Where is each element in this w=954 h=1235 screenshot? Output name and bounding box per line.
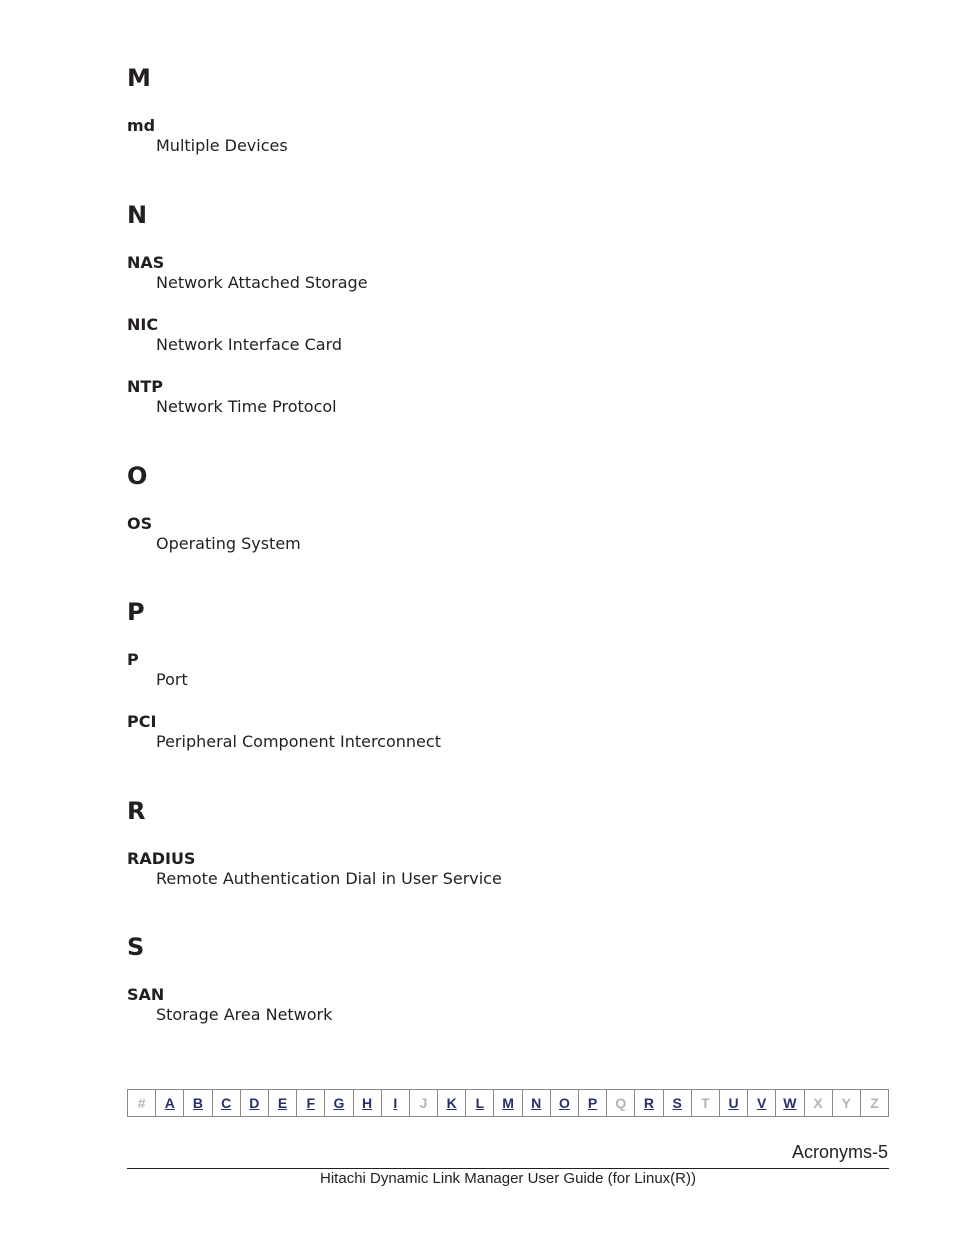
index-link-y: Y	[833, 1090, 861, 1116]
acronym-term: NAS	[127, 253, 165, 272]
index-link-f[interactable]: F	[297, 1090, 325, 1116]
index-link-v[interactable]: V	[748, 1090, 776, 1116]
index-link-z: Z	[870, 1095, 879, 1111]
acronym-term: OS	[127, 514, 153, 533]
acronym-term: PCI	[127, 712, 157, 731]
acronym-definition: Storage Area Network	[156, 1005, 333, 1024]
index-link-q: Q	[607, 1090, 635, 1116]
index-link-h[interactable]: H	[354, 1090, 382, 1116]
index-link-l[interactable]: L	[466, 1090, 494, 1116]
index-link-m[interactable]: M	[494, 1090, 522, 1116]
index-link-i[interactable]: I	[382, 1090, 410, 1116]
index-link-b[interactable]: B	[184, 1090, 212, 1116]
page-number: Acronyms-5	[791, 1142, 888, 1162]
index-link-a[interactable]: A	[156, 1090, 184, 1116]
acronym-term: NIC	[127, 315, 159, 334]
section-letter-o: O	[127, 462, 148, 490]
acronym-definition: Network Attached Storage	[156, 273, 368, 292]
index-link-t: T	[692, 1090, 720, 1116]
acronym-definition: Operating System	[156, 534, 301, 553]
index-link-j: J	[410, 1090, 438, 1116]
section-letter-n: N	[127, 201, 148, 229]
index-link-k[interactable]: K	[438, 1090, 466, 1116]
index-link-d[interactable]: D	[241, 1090, 269, 1116]
index-link-c[interactable]: C	[213, 1090, 241, 1116]
index-link-s[interactable]: S	[664, 1090, 692, 1116]
section-letter-s: S	[127, 933, 145, 961]
index-link-p[interactable]: P	[579, 1090, 607, 1116]
index-link-g[interactable]: G	[325, 1090, 353, 1116]
acronym-term: P	[127, 650, 139, 669]
acronym-definition: Remote Authentication Dial in User Service	[156, 869, 502, 888]
index-link-o[interactable]: O	[551, 1090, 579, 1116]
acronym-definition: Multiple Devices	[156, 136, 288, 155]
index-link-w[interactable]: W	[776, 1090, 804, 1116]
acronym-definition: Network Interface Card	[156, 335, 343, 354]
footer-title: Hitachi Dynamic Link Manager User Guide (for Linux(R))	[320, 1170, 696, 1187]
acronym-term: md	[127, 116, 156, 135]
index-link-r[interactable]: R	[635, 1090, 663, 1116]
index-link-n[interactable]: N	[523, 1090, 551, 1116]
section-letter-p: P	[127, 598, 145, 626]
acronym-term: NTP	[127, 377, 164, 396]
footer-divider	[127, 1168, 889, 1169]
acronym-term: RADIUS	[127, 849, 196, 868]
index-link-x: X	[805, 1090, 833, 1116]
index-link-u[interactable]: U	[720, 1090, 748, 1116]
section-letter-m: M	[127, 64, 151, 92]
acronym-term: SAN	[127, 985, 165, 1004]
section-letter-r: R	[127, 797, 146, 825]
acronym-definition: Network Time Protocol	[156, 397, 337, 416]
index-link-e[interactable]: E	[269, 1090, 297, 1116]
alphabet-index-nav	[127, 1089, 889, 1117]
acronym-definition: Peripheral Component Interconnect	[156, 732, 441, 751]
acronym-definition: Port	[156, 670, 188, 689]
index-link-hash: #	[128, 1090, 156, 1116]
